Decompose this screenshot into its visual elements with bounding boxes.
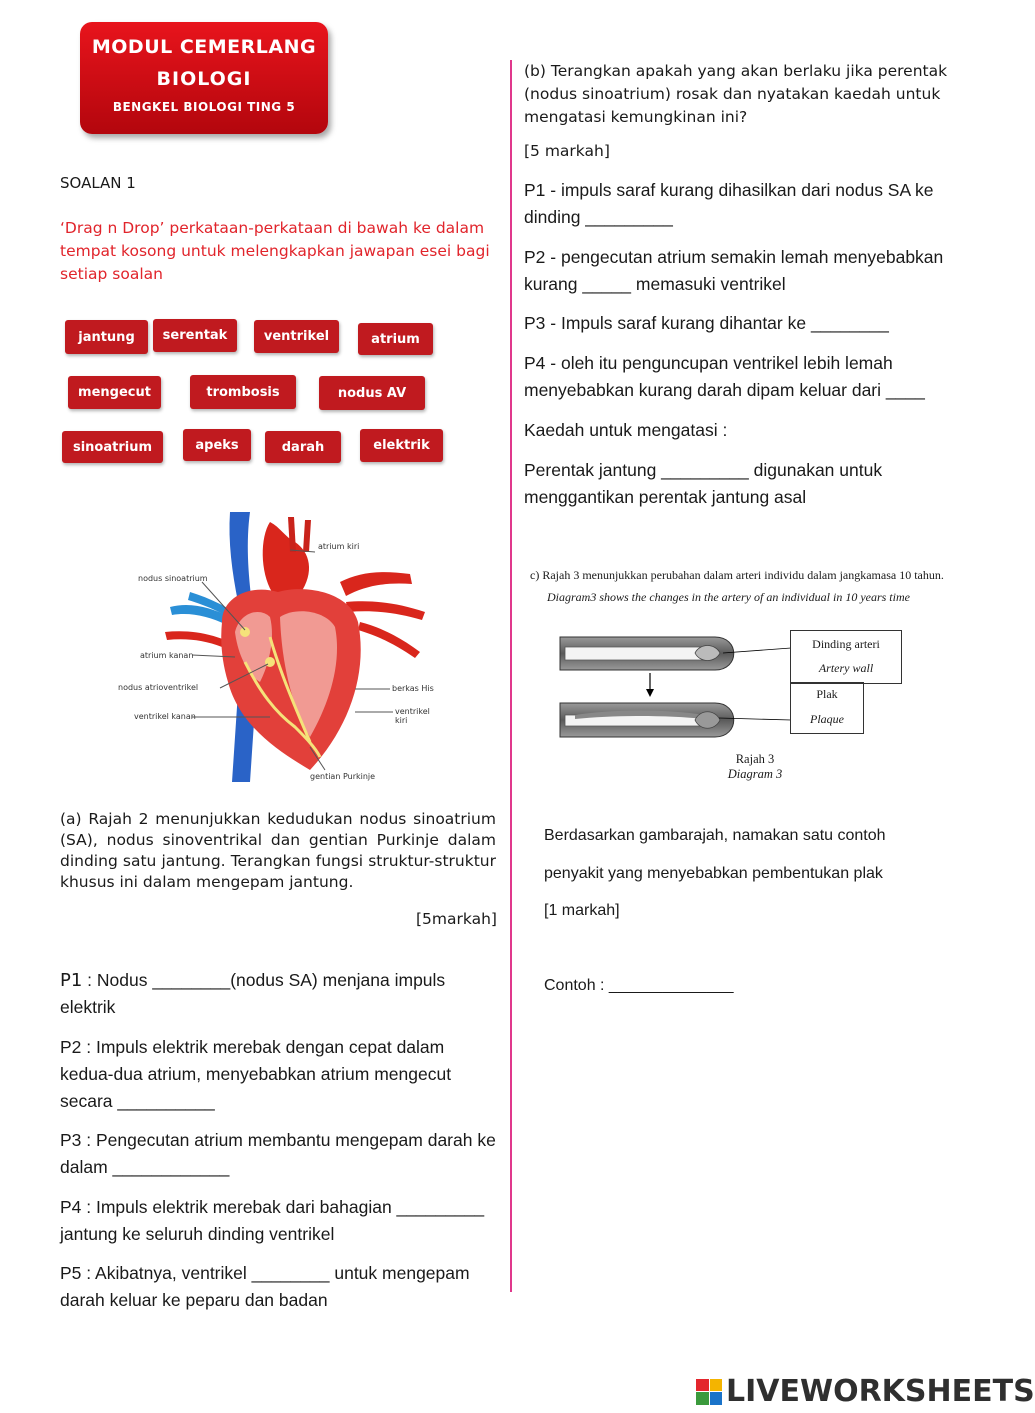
banner-title: MODUL CEMERLANG <box>91 36 317 58</box>
liveworksheets-logo <box>696 1374 1035 1409</box>
label-atrium-kanan: atrium kanan <box>140 651 194 660</box>
answer-b-p4: P4 - oleh itu penguncupan ventrikel lebih lemah menyebabkan kurang darah dipam keluar dari ____ <box>524 353 925 400</box>
answer-a-p4: P4 : Impuls elektrik merebak dari bahagian _________ jantung ke seluruh dinding ventrikel <box>60 1197 485 1244</box>
label-ventrikel-kiri: ventrikel kiri <box>395 707 430 725</box>
instruction-text: ‘Drag n Drop’ perkataan-perkataan di bawah ke dalam tempat kosong untuk melengkapkan jawapan esei bagi setiap soalan <box>60 219 490 283</box>
word-chip-elektrik[interactable]: elektrik <box>360 429 443 462</box>
label-berkas-his: berkas His <box>392 684 434 693</box>
label-box-plaque <box>790 682 864 734</box>
label-ventrikel-kanan: ventrikel kanan <box>134 712 196 721</box>
question-number: SOALAN 1 <box>60 174 136 192</box>
word-chip-atrium[interactable]: atrium <box>358 323 433 355</box>
label-gentian-purkinje: gentian Purkinje <box>310 772 376 781</box>
answer-a-p5: P5 : Akibatnya, ventrikel ________ untuk mengepam darah keluar ke peparu dan badan <box>60 1263 470 1310</box>
question-c-line1: Berdasarkan gambarajah, namakan satu contoh <box>544 827 886 844</box>
diagram3-caption-en: Diagram3 shows the changes in the artery of an individual in 10 years time <box>547 590 910 604</box>
label-nodus-sinoatrium: nodus sinoatrium <box>138 574 208 583</box>
question-c-answer: Contoh : ______________ <box>544 977 734 994</box>
label-box-artery-wall <box>790 630 902 684</box>
answer-a-p3: P3 : Pengecutan atrium membantu mengepam darah ke dalam ____________ <box>60 1130 496 1177</box>
word-chip-darah[interactable]: darah <box>265 431 341 463</box>
answer-a-p1-label: P1 <box>60 970 83 991</box>
banner-subtitle: BENGKEL BIOLOGI TING 5 <box>112 100 296 114</box>
question-c-marks: [1 markah] <box>544 902 620 919</box>
column-divider <box>510 60 512 1292</box>
word-chip-ventrikel[interactable]: ventrikel <box>254 320 339 353</box>
answer-a-p2: P2 : Impuls elektrik merebak dengan cepat dalam kedua-dua atrium, menyebabkan atrium mengecut secara __________ <box>60 1037 452 1111</box>
answer-b-p2: P2 - pengecutan atrium semakin lemah menyebabkan kurang _____ memasuki ventrikel <box>524 247 944 294</box>
label-plaque-my: Plak <box>816 687 838 701</box>
answer-b-kaedah-text: Perentak jantung _________ digunakan untuk menggantikan perentak jantung asal <box>524 460 883 507</box>
word-chip-mengecut[interactable]: mengecut <box>68 376 161 409</box>
answer-a-p1-text: : Nodus ________(nodus SA) menjana impuls elektrik <box>60 970 446 1017</box>
diagram3-title <box>720 752 790 782</box>
word-chip-serentak[interactable]: serentak <box>153 319 237 352</box>
question-a-marks: [5markah] <box>416 910 497 928</box>
label-plaque-en: Plaque <box>810 712 844 726</box>
answer-b-p3: P3 - Impuls saraf kurang dihantar ke ________ <box>524 313 889 333</box>
word-chip-sinoatrium[interactable]: sinoatrium <box>62 431 163 463</box>
heart-illustration <box>110 512 440 787</box>
diagram3-title-my: Rajah 3 <box>735 752 775 766</box>
liveworksheets-logo-text: LIVEWORKSHEETS <box>726 1374 1035 1409</box>
diagram3-title-en: Diagram 3 <box>727 767 783 781</box>
artery-diagram <box>555 625 795 750</box>
label-nodus-atrioventrikel: nodus atrioventrikel <box>118 683 199 692</box>
word-chip-nodus-av[interactable]: nodus AV <box>319 376 425 410</box>
question-b-text: (b) Terangkan apakah yang akan berlaku jika perentak (nodus sinoatrium) rosak dan nyatakan kaedah untuk mengatasi kemungkinan ini? <box>524 62 948 126</box>
answer-b-kaedah-title: Kaedah untuk mengatasi : <box>524 420 728 440</box>
liveworksheets-logo-icon <box>696 1379 722 1405</box>
question-b-marks: [5 markah] <box>524 142 610 160</box>
word-chip-jantung[interactable]: jantung <box>65 320 148 354</box>
label-atrium-kiri: atrium kiri <box>318 542 360 551</box>
heart-diagram <box>110 512 440 787</box>
label-artery-wall-en: Artery wall <box>818 661 874 675</box>
question-a-text: (a) Rajah 2 menunjukkan kedudukan nodus sinoatrium (SA), nodus sinoventrikal dan gentian Purkinje dalam dinding satu jantung. Terangkan fungsi struktur-struktur khusus ini dalam mengepam jantung. <box>60 810 496 891</box>
label-artery-wall-my: Dinding arteri <box>812 637 880 651</box>
diagram3-caption-my: c) Rajah 3 menunjukkan perubahan dalam arteri individu dalam jangkamasa 10 tahun. <box>530 568 944 582</box>
word-chip-trombosis[interactable]: trombosis <box>190 375 296 409</box>
answer-a-p1 <box>60 967 500 1021</box>
answer-b-p1: P1 - impuls saraf kurang dihasilkan dari nodus SA ke dinding _________ <box>524 180 934 227</box>
banner-subject: BIOLOGI <box>156 68 252 90</box>
question-c-line2: penyakit yang menyebabkan pembentukan plak <box>544 865 883 882</box>
word-chip-apeks[interactable]: apeks <box>183 429 251 461</box>
module-banner <box>80 22 328 134</box>
